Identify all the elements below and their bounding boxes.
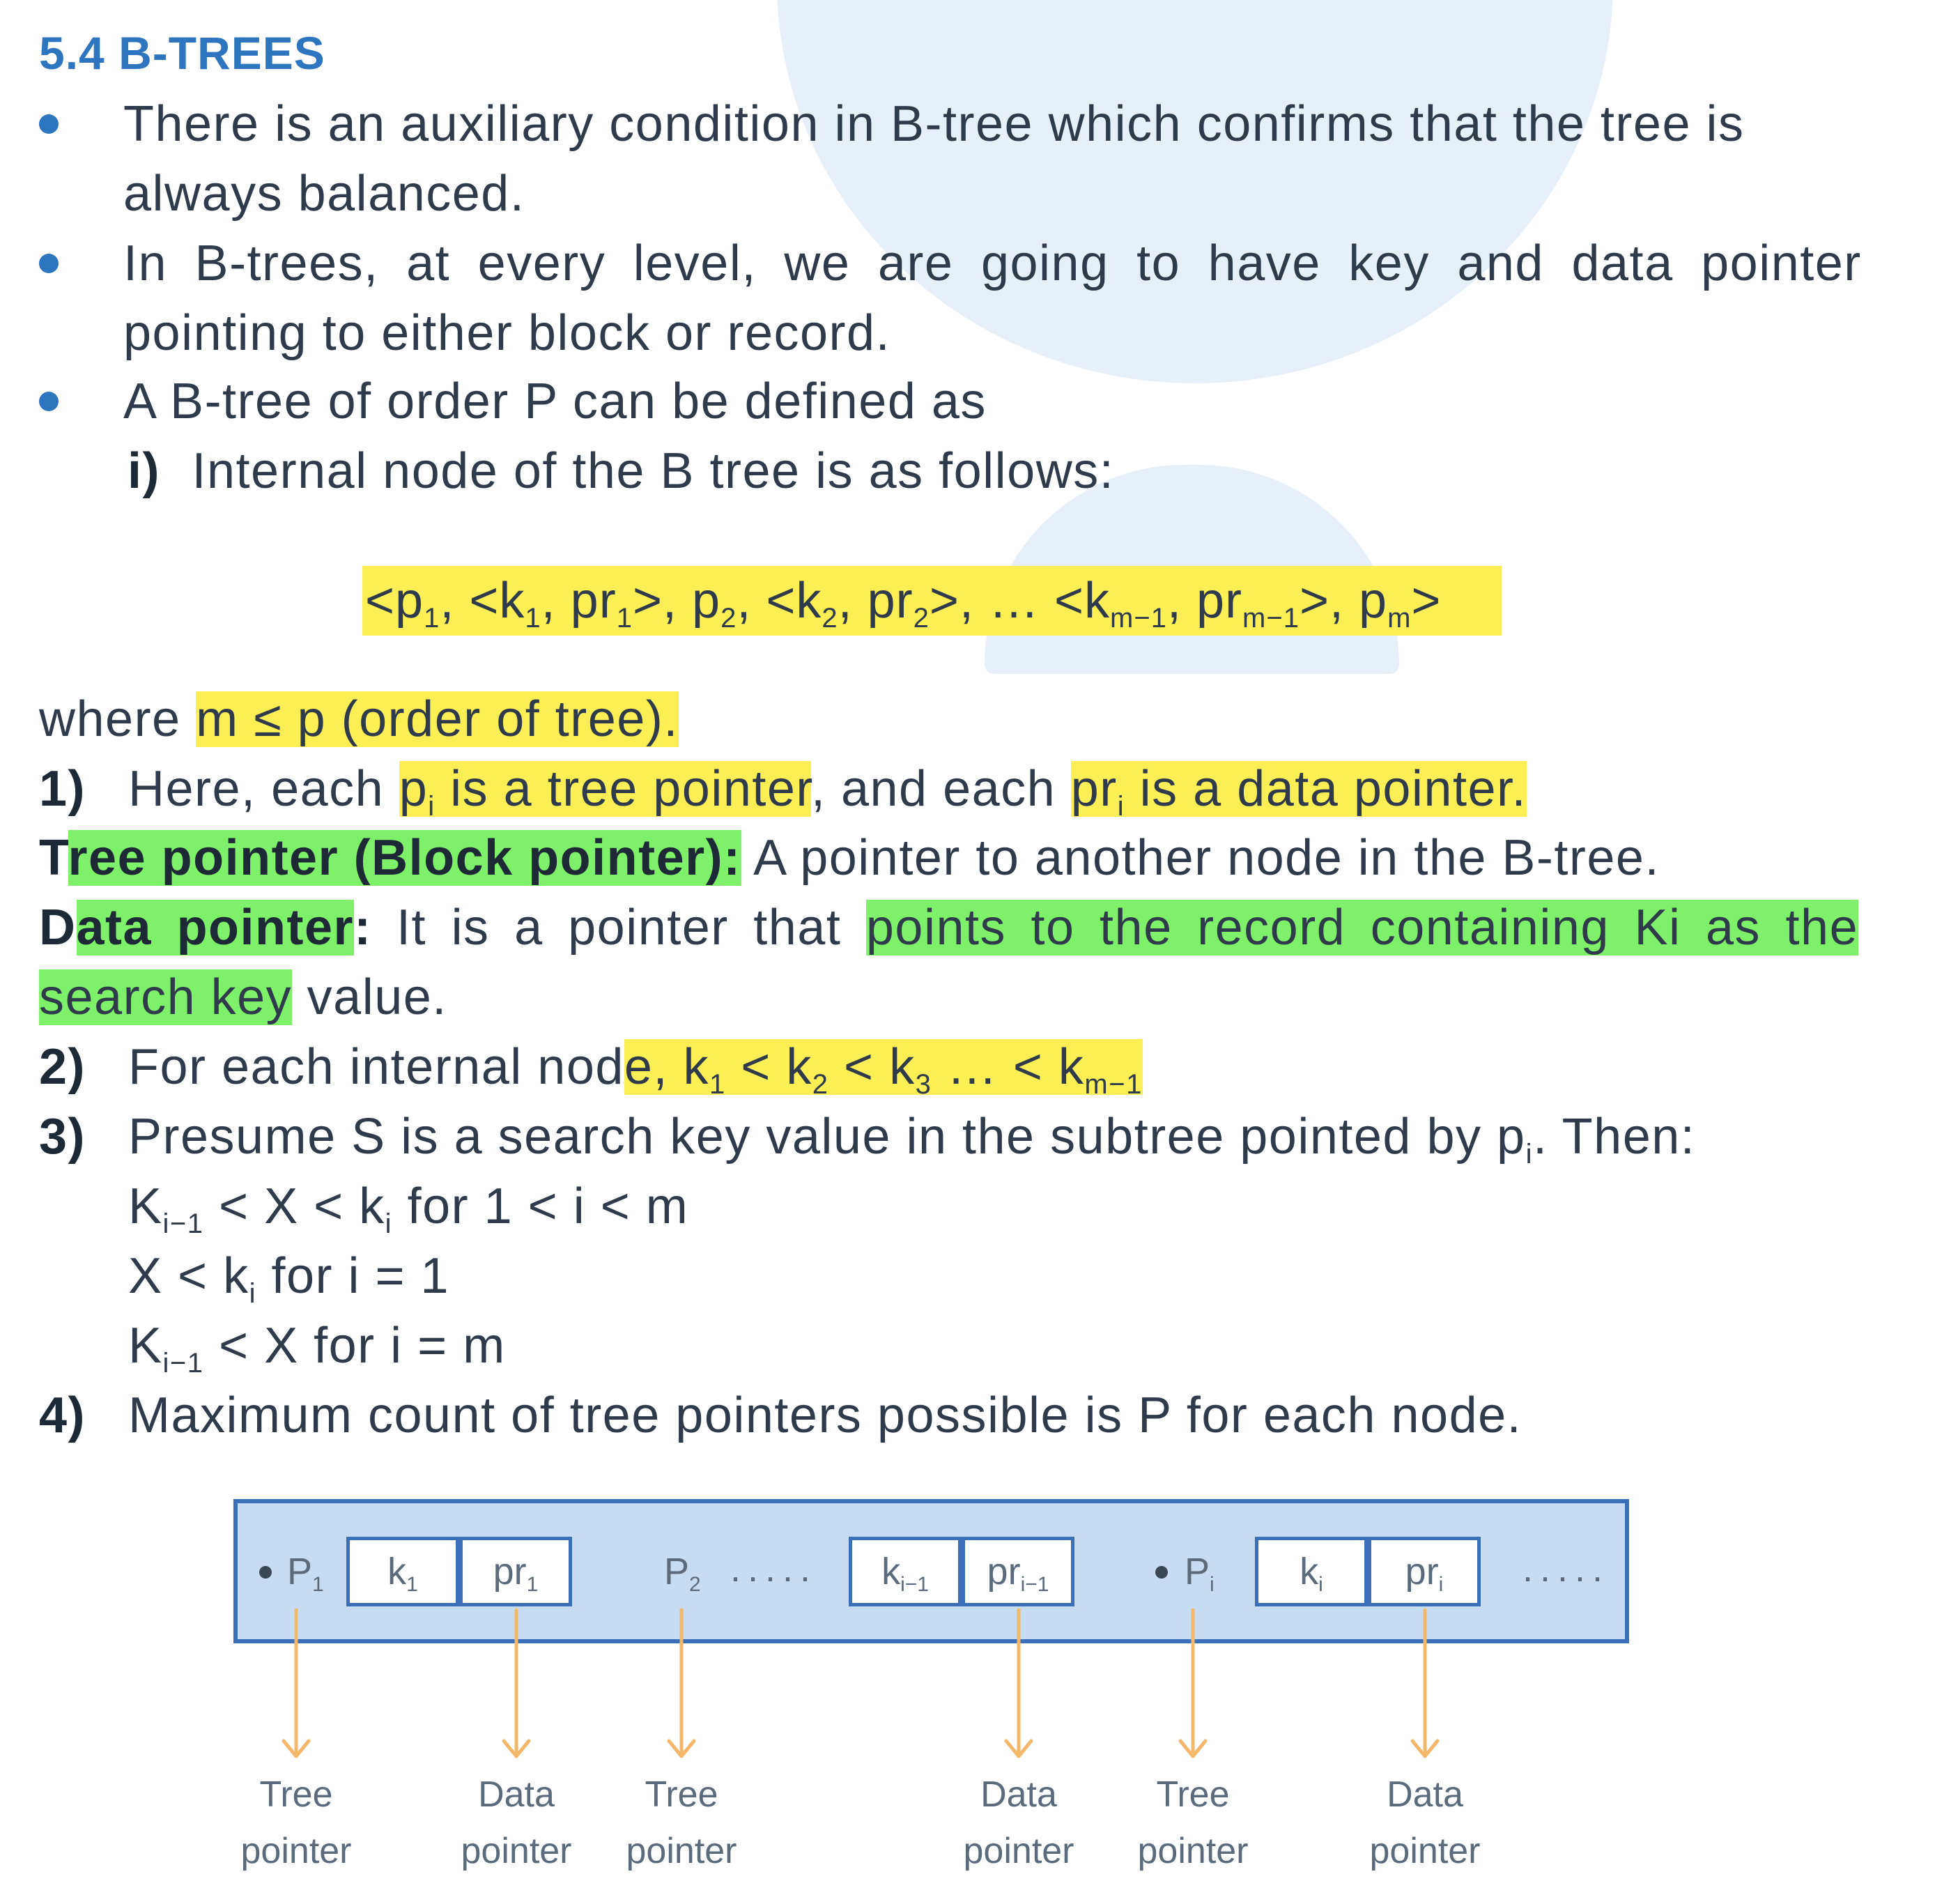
bullet-2-line-2: pointing to either block or record. <box>123 305 891 361</box>
label-data-pointer: Data pointer <box>963 1774 1074 1871</box>
item-3-condition-1: $K_{i-1} < X < k_i$ for 1 < i < m <box>128 1179 689 1239</box>
item-4: 4) Maximum count of tree pointers possible is P for each node. <box>39 1388 1522 1443</box>
data-pointer-highlight-2: search key <box>39 969 293 1025</box>
sub-item-i-number: i) <box>128 443 160 499</box>
key-cell-ki-1: $k_{i-1}$ <box>849 1537 962 1606</box>
data-pointer-term: ata pointer <box>76 900 355 955</box>
data-pointer-definition-cont: search key value. <box>39 969 447 1025</box>
item-3-condition-2: $X < k_i$ for i = 1 <box>128 1248 450 1309</box>
data-pointer-highlight: $pr_i$ is a data pointer. <box>1070 761 1527 822</box>
where-line: where m ≤ p (order of tree). <box>39 691 679 747</box>
item-2: 2) For each internal node, $k_1 < k_2 < k_3$ … < $k_{m-1}$ <box>39 1039 1143 1100</box>
ellipsis: ..... <box>730 1548 818 1590</box>
bullet-2-line-1: In B-trees, at every level, we are going to have key and data pointer <box>123 236 1862 291</box>
pointer-p1-label: $P_1$ <box>287 1551 324 1596</box>
section-heading: 5.4 B-TREES <box>39 27 325 79</box>
sub-item-i-text: Internal node of the B tree is as follows: <box>192 443 1115 499</box>
item-1: 1) Here, each $p_i$ is a tree pointer, and each $pr_i$ is a data pointer. <box>39 761 1527 822</box>
data-pointer-highlight-1: points to the record containing Ki as the <box>865 900 1859 955</box>
label-tree-pointer: Tree pointer <box>1137 1774 1249 1871</box>
data-pointer-cell-pri: $pr_i$ <box>1368 1537 1481 1606</box>
data-pointer-cell-pr1: $pr_1$ <box>459 1537 572 1606</box>
label-tree-pointer: Tree pointer <box>626 1774 737 1871</box>
key-cell-ki: $k_i$ <box>1255 1537 1368 1606</box>
tree-pointer-highlight: $p_i$ is a tree pointer <box>399 761 811 822</box>
label-tree-pointer: Tree pointer <box>240 1774 352 1871</box>
pointer-p2-label: $P_2$ <box>664 1551 701 1596</box>
label-data-pointer: Data pointer <box>1369 1774 1481 1871</box>
data-pointer-cell-pri-1: $pr_{i-1}$ <box>962 1537 1074 1606</box>
ellipsis: ..... <box>1522 1548 1610 1590</box>
item-3: 3) Presume S is a search key value in the subtree pointed by $p_i$. Then: <box>39 1109 1696 1169</box>
bullet-1-line-1: There is an auxiliary condition in B-tree which confirms that the tree is <box>123 96 1745 152</box>
item-3-condition-3: $K_{i-1} < X$ for i = m <box>128 1318 506 1379</box>
bullet-1-line-2: always balanced. <box>123 166 525 222</box>
pointer-pi-label: $P_i$ <box>1185 1551 1215 1596</box>
key-order-highlight: e, $k_1 < k_2 < k_3$ … < $k_{m-1}$ <box>624 1039 1143 1100</box>
label-data-pointer: Data pointer <box>461 1774 572 1871</box>
internal-node-formula: $<p_1$, $<k_1$, $pr_1>$, $p_2$, $<k_2$, $pr_2>$, … $<k_{m-1}$, $pr_{m-1}>$, $p_m>$ <box>362 566 1502 636</box>
data-pointer-definition: Data pointer: It is a pointer that points to the record containing Ki as the <box>39 900 1859 955</box>
key-cell-k1: $k_1$ <box>346 1537 459 1606</box>
where-highlight: m ≤ p (order of tree). <box>196 691 679 747</box>
tree-pointer-definition: Tree pointer (Block pointer): A pointer to another node in the B-tree. <box>39 830 1660 886</box>
bullet-3-text: A B-tree of order P can be defined as <box>123 374 987 429</box>
tree-pointer-term: ree pointer (Block pointer): <box>68 830 741 886</box>
